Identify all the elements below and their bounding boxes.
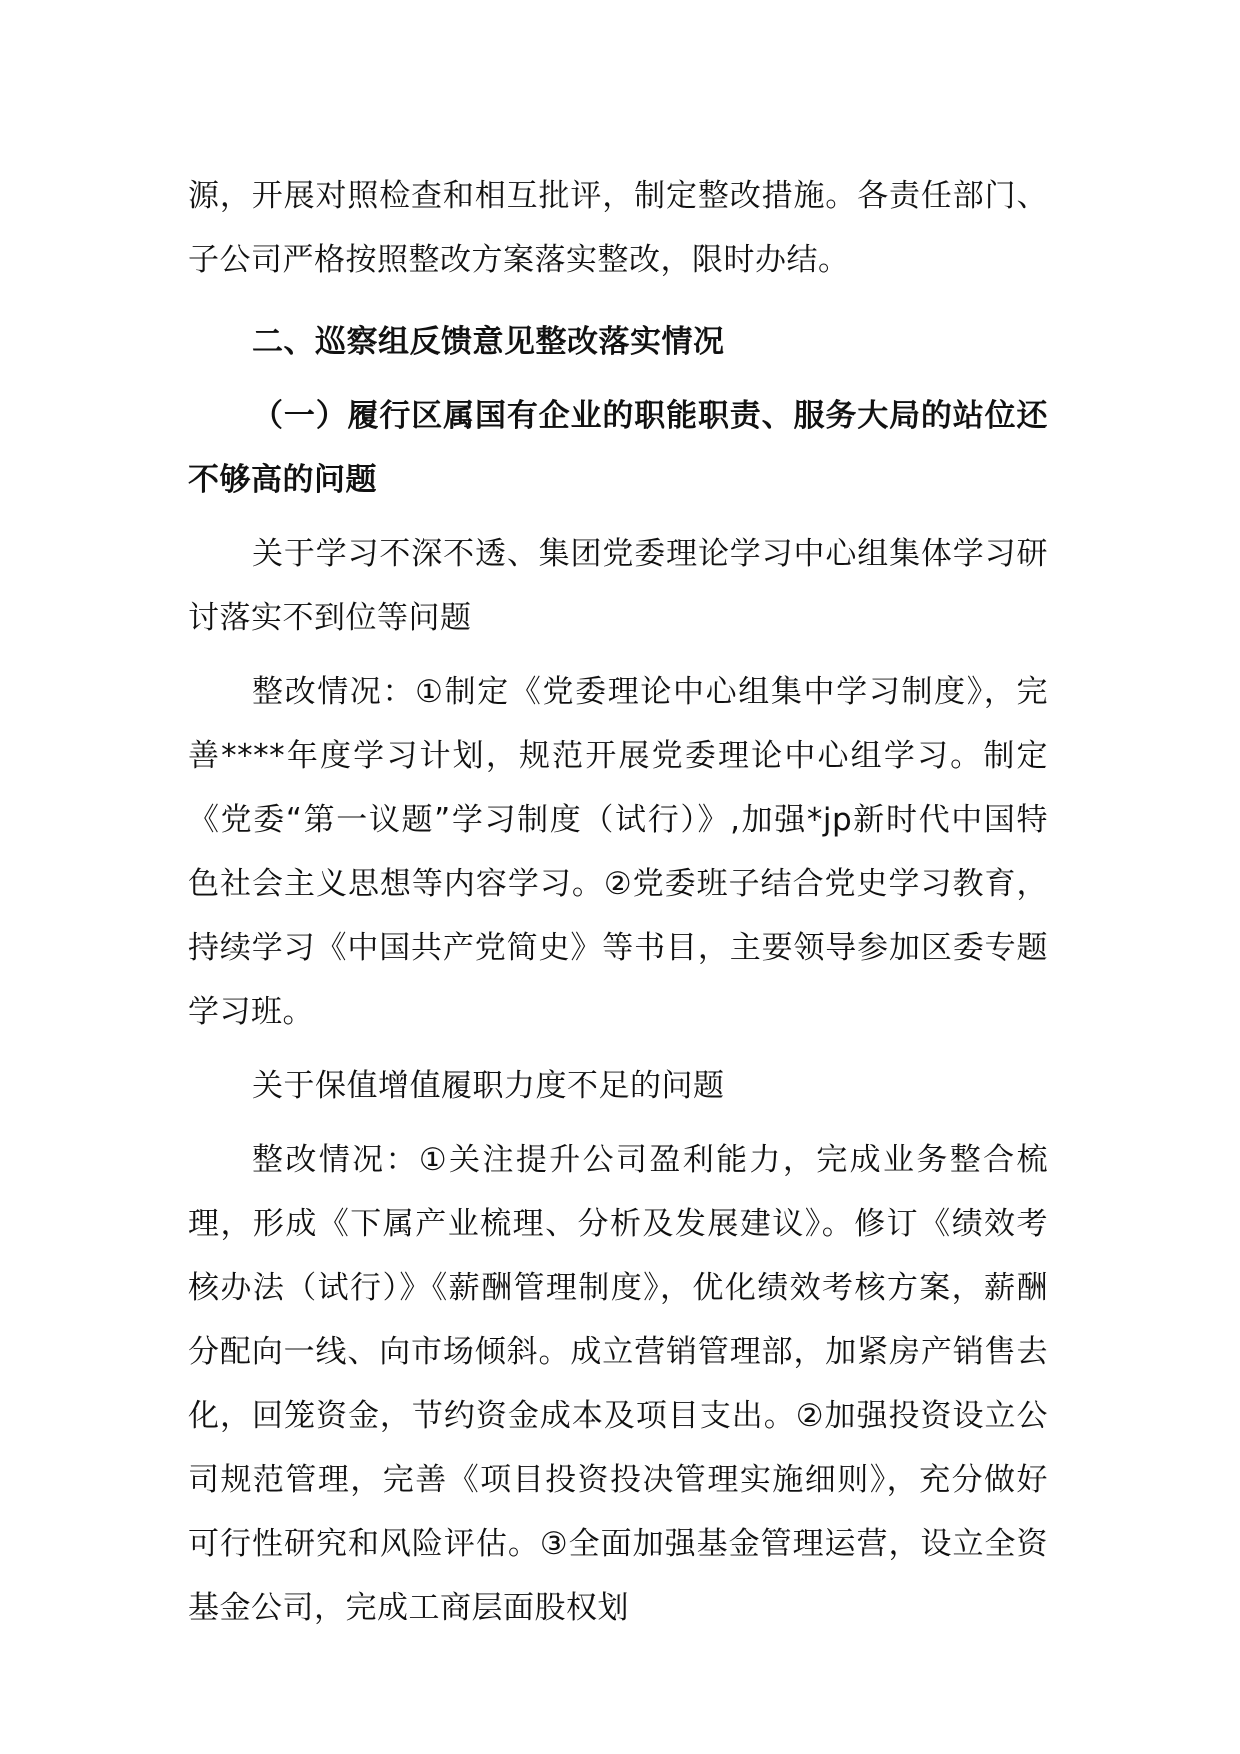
paragraph-continuation: 源，开展对照检查和相互批评，制定整改措施。各责任部门、子公司严格按照整改方案落实整改，限时办结。 [188,178,1048,278]
issue-title-study: 关于学习不深不透、集团党委理论学习中心组集体学习研讨落实不到位等问题 [188,536,1048,636]
rectification-paragraph-value: 整改情况：①关注提升公司盈利能力，完成业务整合梳理，形成《下属产业梳理、分析及发展建议》。修订《绩效考核办法（试行）》《薪酬管理制度》，优化绩效考核方案，薪酬分配向一线、向市场倾斜。成立营销管理部，加紧房产销售去化，回笼资金，节约资金成本及项目支出。②加强投资设立公司规范管理，完善《项目投资投决管理实施细则》，充分做好可行性研究和风险评估。③全面加强基金管理运营，设立全资基金公司，完成工商层面股权划 [188,1142,1048,1626]
issue-title-value: 关于保值增值履职力度不足的问题 [252,1068,725,1104]
rectification-paragraph-study: 整改情况：①制定《党委理论中心组集中学习制度》，完善****年度学习计划，规范开展党委理论中心组学习。制定《党委“第一议题”学习制度（试行）》,加强*jp新时代中国特色社会主义思想等内容学习。②党委班子结合党史学习教育，持续学习《中国共产党简史》等书目，主要领导参加区委专题学习班。 [188,674,1048,1030]
subsection-heading: （一）履行区属国有企业的职能职责、服务大局的站位还不够高的问题 [188,398,1048,498]
document-body [188,164,1048,1640]
section-heading: 二、巡察组反馈意见整改落实情况 [252,324,725,360]
